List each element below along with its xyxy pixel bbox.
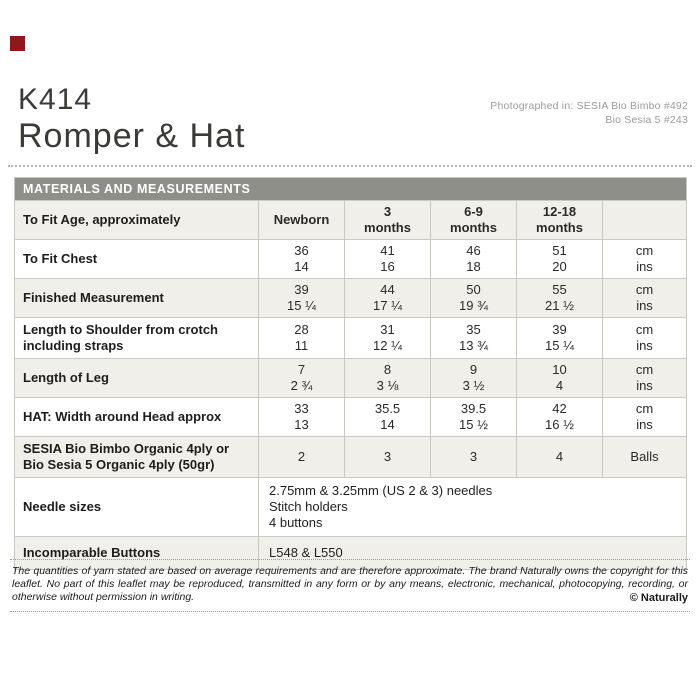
row-label: SESIA Bio Bimbo Organic 4ply or Bio Sesia 5 Organic 4ply (50gr) xyxy=(15,437,259,478)
size-col-newborn: Newborn xyxy=(259,201,345,240)
table-row-leg xyxy=(15,359,687,398)
cell-value: 39 15 ¼ xyxy=(517,318,603,359)
unit-cell-blank xyxy=(603,201,687,240)
cell-value: 42 16 ½ xyxy=(517,398,603,437)
cell-value: 28 11 xyxy=(259,318,345,359)
cell-value: 31 12 ¼ xyxy=(345,318,431,359)
cell-value: 35.5 14 xyxy=(345,398,431,437)
row-label: Length to Shoulder from crotch including straps xyxy=(15,318,259,359)
table-row-hat xyxy=(15,398,687,437)
table-row-chest xyxy=(15,240,687,279)
brand-color-square xyxy=(10,36,25,51)
row-label: To Fit Age, approximately xyxy=(15,201,259,240)
pattern-code: K414 xyxy=(18,83,93,116)
row-label: Finished Measurement xyxy=(15,279,259,318)
size-col-12-18months: 12-18 months xyxy=(517,201,603,240)
copyright-text: © Naturally xyxy=(624,592,688,604)
disclaimer-text: The quantities of yarn stated are based on average requirements and are therefore approximate. The brand Naturally owns the copyright for this leaflet. No part of this leaflet may be reproduced, transmitted in any form or by any means, electronic, mechanical, photocopying, recording, or otherwise without permission in writing. xyxy=(12,565,688,603)
cell-value: 39 15 ¼ xyxy=(259,279,345,318)
cell-value: 35 13 ¾ xyxy=(431,318,517,359)
row-label: To Fit Chest xyxy=(15,240,259,279)
buttons-cell: L548 & L550 xyxy=(259,537,687,570)
unit-cell: cm ins xyxy=(603,240,687,279)
table-band-row xyxy=(15,178,687,201)
cell-value: 10 4 xyxy=(517,359,603,398)
table-row-shoulder xyxy=(15,318,687,359)
cell-value: 2 xyxy=(259,437,345,478)
cell-value: 46 18 xyxy=(431,240,517,279)
row-label: Incomparable Buttons xyxy=(15,537,259,570)
cell-value: 33 13 xyxy=(259,398,345,437)
needle-sizes-cell: 2.75mm & 3.25mm (US 2 & 3) needles Stitch holders 4 buttons xyxy=(259,478,687,537)
cell-value: 36 14 xyxy=(259,240,345,279)
cell-value: 8 3 ⅛ xyxy=(345,359,431,398)
table-row-age xyxy=(15,201,687,240)
table-band-title: MATERIALS AND MEASUREMENTS xyxy=(15,178,687,201)
cell-value: 44 17 ¼ xyxy=(345,279,431,318)
size-col-6-9months: 6-9 months xyxy=(431,201,517,240)
table-row-finished xyxy=(15,279,687,318)
cell-value: 3 xyxy=(345,437,431,478)
cell-value: 4 xyxy=(517,437,603,478)
row-label: HAT: Width around Head approx xyxy=(15,398,259,437)
cell-value: 55 21 ½ xyxy=(517,279,603,318)
unit-cell: cm ins xyxy=(603,359,687,398)
materials-table xyxy=(14,177,687,570)
cell-value: 41 16 xyxy=(345,240,431,279)
cell-value: 3 xyxy=(431,437,517,478)
unit-cell: Balls xyxy=(603,437,687,478)
pattern-title: Romper & Hat xyxy=(18,116,246,155)
unit-cell: cm ins xyxy=(603,279,687,318)
photo-credit xyxy=(490,99,688,127)
unit-cell: cm ins xyxy=(603,318,687,359)
row-label: Needle sizes xyxy=(15,478,259,537)
cell-value: 51 20 xyxy=(517,240,603,279)
photo-credit-line2: Bio Sesia 5 #243 xyxy=(605,114,688,126)
size-col-3months: 3 months xyxy=(345,201,431,240)
cell-value: 7 2 ¾ xyxy=(259,359,345,398)
table-row-yarn xyxy=(15,437,687,478)
unit-cell: cm ins xyxy=(603,398,687,437)
photo-credit-line1: Photographed in: SESIA Bio Bimbo #492 xyxy=(490,100,688,112)
dotted-divider-top xyxy=(8,165,692,167)
cell-value: 50 19 ¾ xyxy=(431,279,517,318)
cell-value: 39.5 15 ½ xyxy=(431,398,517,437)
title-block xyxy=(18,84,245,154)
cell-value: 9 3 ½ xyxy=(431,359,517,398)
copyright-footer xyxy=(10,559,690,612)
row-label: Length of Leg xyxy=(15,359,259,398)
table-row-needles xyxy=(15,478,687,537)
